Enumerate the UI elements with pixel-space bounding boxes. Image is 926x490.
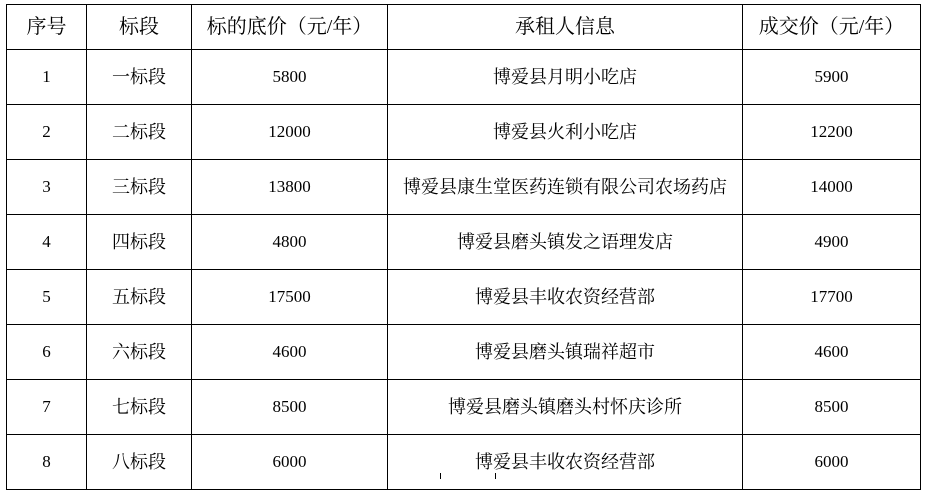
cell-base-price: 6000 [192,435,388,490]
column-header-section: 标段 [87,5,192,50]
cell-index: 3 [7,160,87,215]
column-header-tenant: 承租人信息 [388,5,743,50]
cell-base-price: 4800 [192,215,388,270]
column-header-base-price: 标的底价（元/年） [192,5,388,50]
cell-index: 2 [7,105,87,160]
table-row [7,380,921,435]
table-row [7,50,921,105]
table-body [7,50,921,490]
cell-tenant: 博爱县火利小吃店 [388,105,743,160]
table-row [7,215,921,270]
cell-tenant: 博爱县康生堂医药连锁有限公司农场药店 [388,160,743,215]
cell-base-price: 5800 [192,50,388,105]
cell-deal-price: 6000 [743,435,921,490]
cell-index: 1 [7,50,87,105]
cell-base-price: 8500 [192,380,388,435]
cell-section: 八标段 [87,435,192,490]
cell-tenant: 博爱县月明小吃店 [388,50,743,105]
cell-section: 三标段 [87,160,192,215]
cell-tenant: 博爱县丰收农资经营部 [388,435,743,490]
cell-deal-price: 17700 [743,270,921,325]
column-header-deal-price: 成交价（元/年） [743,5,921,50]
cell-deal-price: 4900 [743,215,921,270]
cell-base-price: 13800 [192,160,388,215]
table-row [7,160,921,215]
table-header-row [7,5,921,50]
column-header-index: 序号 [7,5,87,50]
cell-deal-price: 5900 [743,50,921,105]
cell-section: 六标段 [87,325,192,380]
cell-tenant: 博爱县磨头镇磨头村怀庆诊所 [388,380,743,435]
table-row [7,325,921,380]
cell-tenant: 博爱县丰收农资经营部 [388,270,743,325]
cell-index: 5 [7,270,87,325]
table-continuation-marker [440,473,496,479]
bid-results-table [6,4,921,490]
cell-deal-price: 8500 [743,380,921,435]
cell-index: 6 [7,325,87,380]
table-row [7,270,921,325]
cell-section: 七标段 [87,380,192,435]
cell-index: 7 [7,380,87,435]
cell-section: 一标段 [87,50,192,105]
cell-section: 四标段 [87,215,192,270]
cell-index: 8 [7,435,87,490]
cell-tenant: 博爱县磨头镇发之语理发店 [388,215,743,270]
cell-section: 五标段 [87,270,192,325]
cell-index: 4 [7,215,87,270]
cell-section: 二标段 [87,105,192,160]
cell-deal-price: 14000 [743,160,921,215]
cell-base-price: 4600 [192,325,388,380]
cell-deal-price: 12200 [743,105,921,160]
cell-base-price: 17500 [192,270,388,325]
table-row [7,435,921,490]
cell-tenant: 博爱县磨头镇瑞祥超市 [388,325,743,380]
table-row [7,105,921,160]
table-header [7,5,921,50]
cell-deal-price: 4600 [743,325,921,380]
cell-base-price: 12000 [192,105,388,160]
